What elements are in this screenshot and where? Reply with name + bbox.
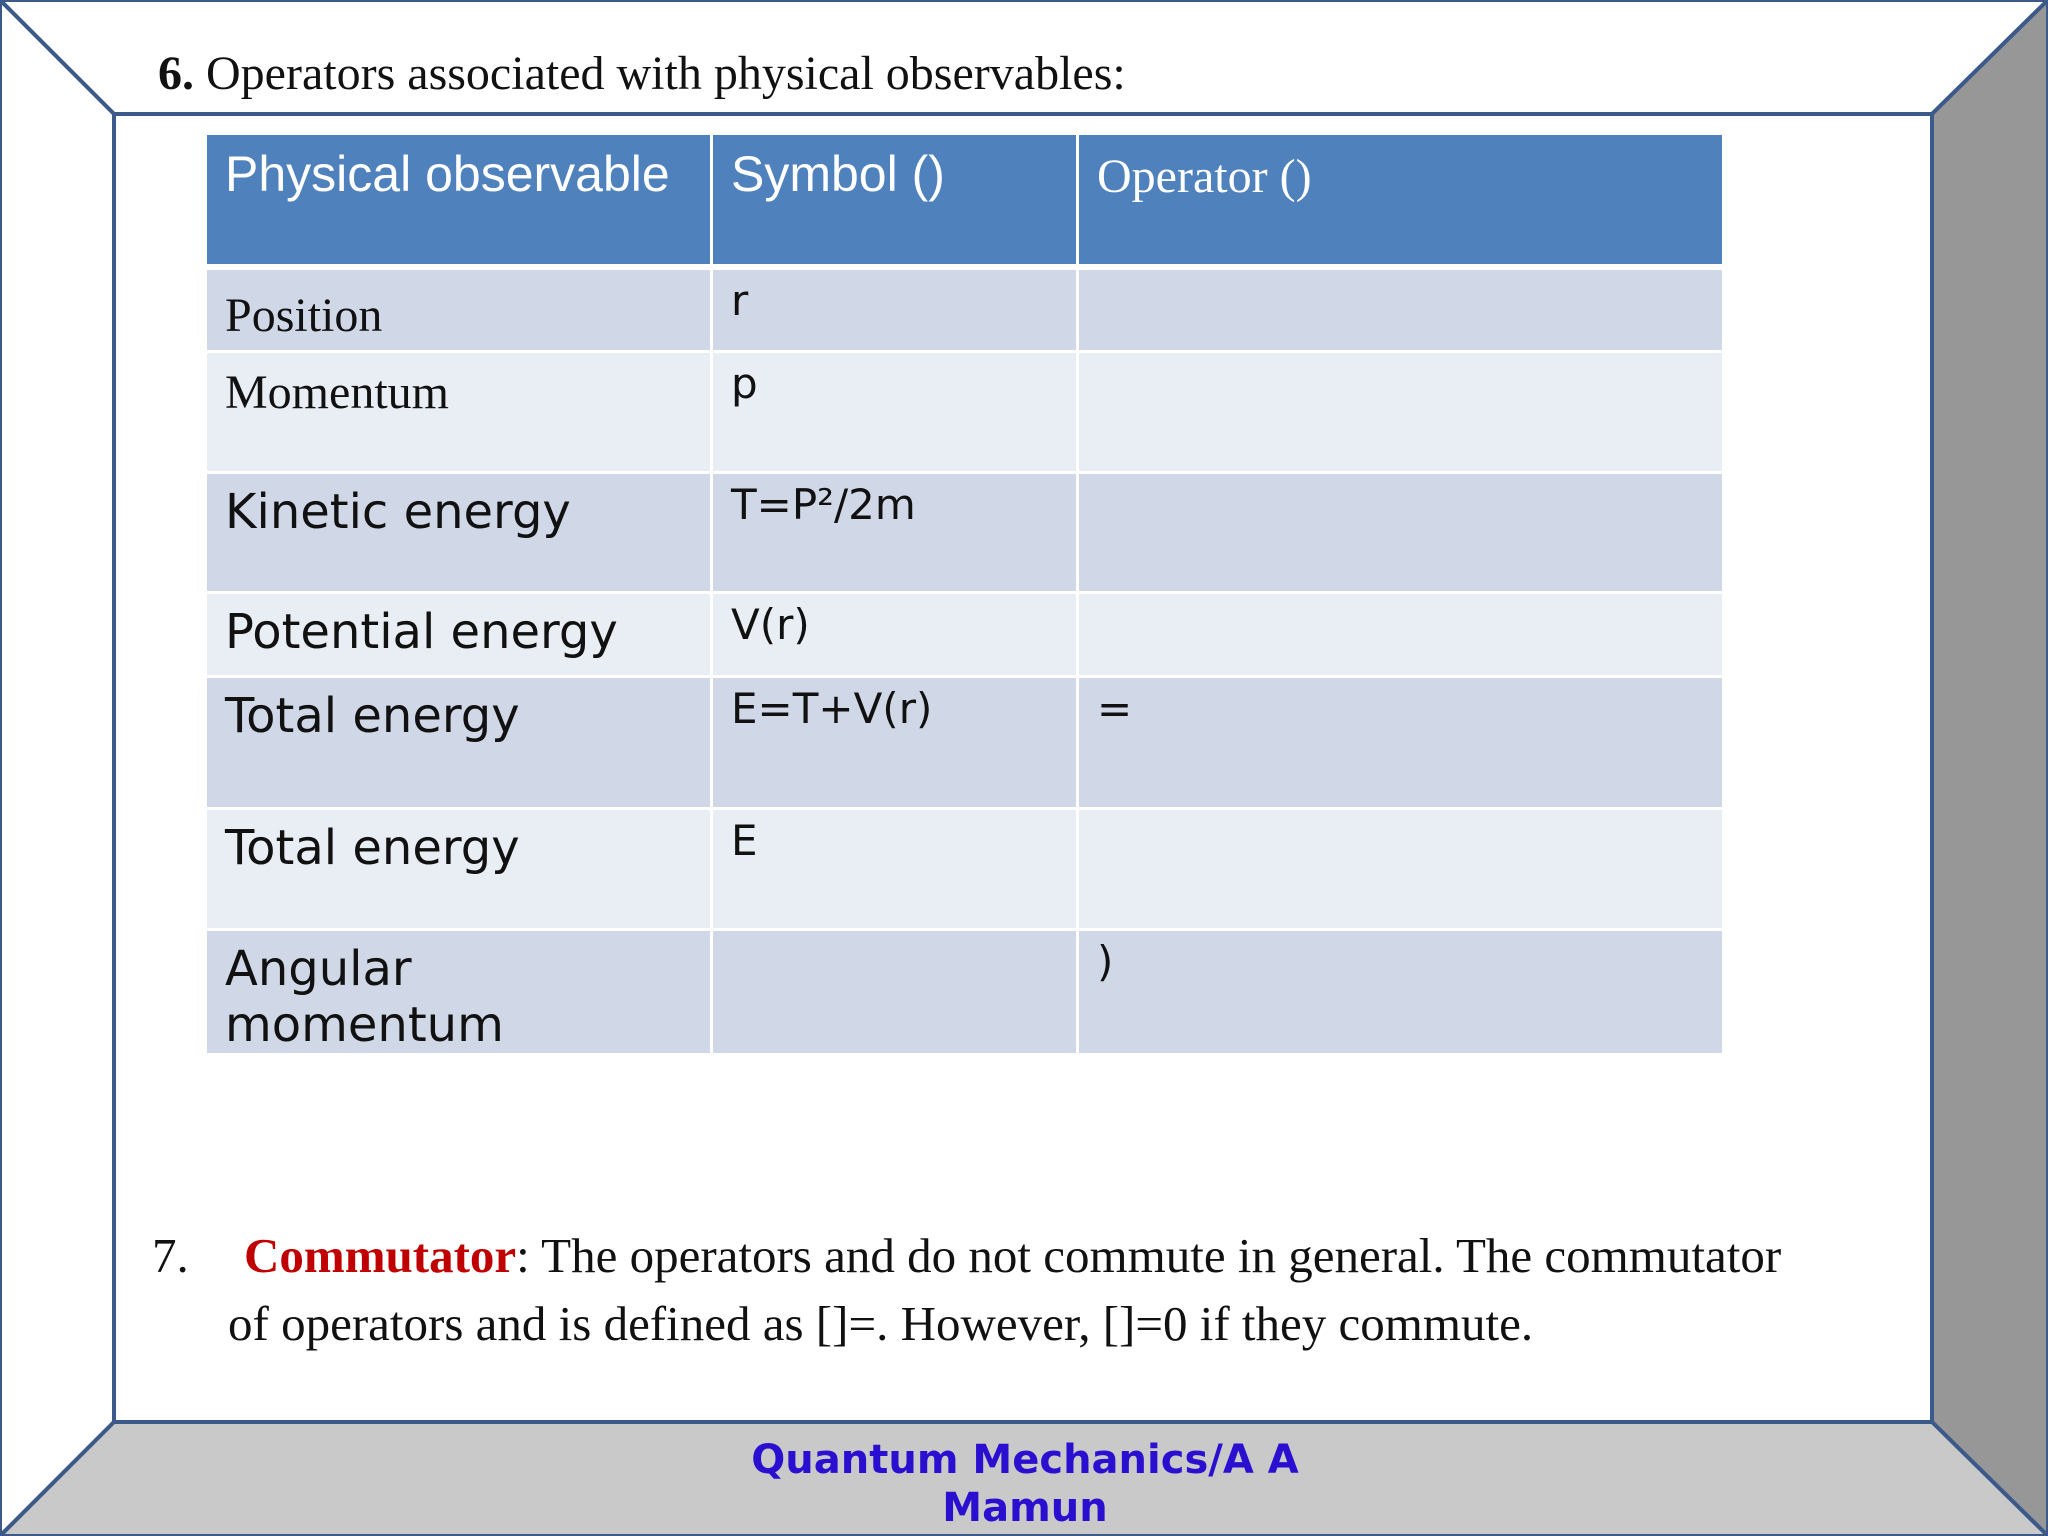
cell-observable: Momentum xyxy=(206,351,712,472)
cell-symbol: p xyxy=(712,351,1078,472)
table-row xyxy=(206,472,1724,592)
header-operator: Operator () xyxy=(1078,134,1724,268)
cell-observable: Angular momentum xyxy=(206,929,712,1054)
observables-table xyxy=(204,132,1725,1056)
footer-line-1: Quantum Mechanics/A A xyxy=(751,1437,1299,1483)
frame-left-bevel xyxy=(0,0,114,1536)
frame-right-bevel xyxy=(1932,0,2048,1536)
cell-symbol xyxy=(712,929,1078,1054)
table-row xyxy=(206,267,1724,351)
heading-number: 6. xyxy=(158,47,194,100)
table-row xyxy=(206,592,1724,676)
commutator-line-2: of operators and is defined as []=. However, []=0 if they commute. xyxy=(228,1296,1534,1351)
table-row xyxy=(206,676,1724,808)
cell-symbol: E=T+V(r) xyxy=(712,676,1078,808)
cell-operator xyxy=(1078,351,1724,472)
cell-observable: Total energy xyxy=(206,676,712,808)
commutator-paragraph xyxy=(152,1222,1912,1358)
slide-heading xyxy=(158,46,1126,101)
slide-footer xyxy=(720,1436,1330,1532)
cell-operator xyxy=(1078,267,1724,351)
cell-observable: Kinetic energy xyxy=(206,472,712,592)
header-symbol: Symbol () xyxy=(712,134,1078,268)
cell-operator xyxy=(1078,472,1724,592)
cell-operator xyxy=(1078,808,1724,929)
table-header-row xyxy=(206,134,1724,268)
commutator-index: 7. xyxy=(152,1228,189,1283)
cell-symbol: T=P²/2m xyxy=(712,472,1078,592)
header-physical-observable: Physical observable xyxy=(206,134,712,268)
footer-line-2: Mamun xyxy=(942,1485,1108,1531)
cell-observable: Total energy xyxy=(206,808,712,929)
cell-symbol: r xyxy=(712,267,1078,351)
cell-symbol: E xyxy=(712,808,1078,929)
commutator-line1-text: : The operators and do not commute in general. The commutator xyxy=(516,1228,1782,1283)
cell-operator: ) xyxy=(1078,929,1724,1054)
table-row xyxy=(206,929,1724,1054)
table-row xyxy=(206,808,1724,929)
heading-text: Operators associated with physical observables: xyxy=(194,47,1126,100)
cell-operator xyxy=(1078,592,1724,676)
commutator-line-1 xyxy=(152,1222,1912,1290)
cell-symbol: V(r) xyxy=(712,592,1078,676)
cell-observable: Potential energy xyxy=(206,592,712,676)
table-row xyxy=(206,351,1724,472)
commutator-term: Commutator xyxy=(244,1228,517,1283)
cell-observable: Position xyxy=(206,267,712,351)
cell-operator: = xyxy=(1078,676,1724,808)
